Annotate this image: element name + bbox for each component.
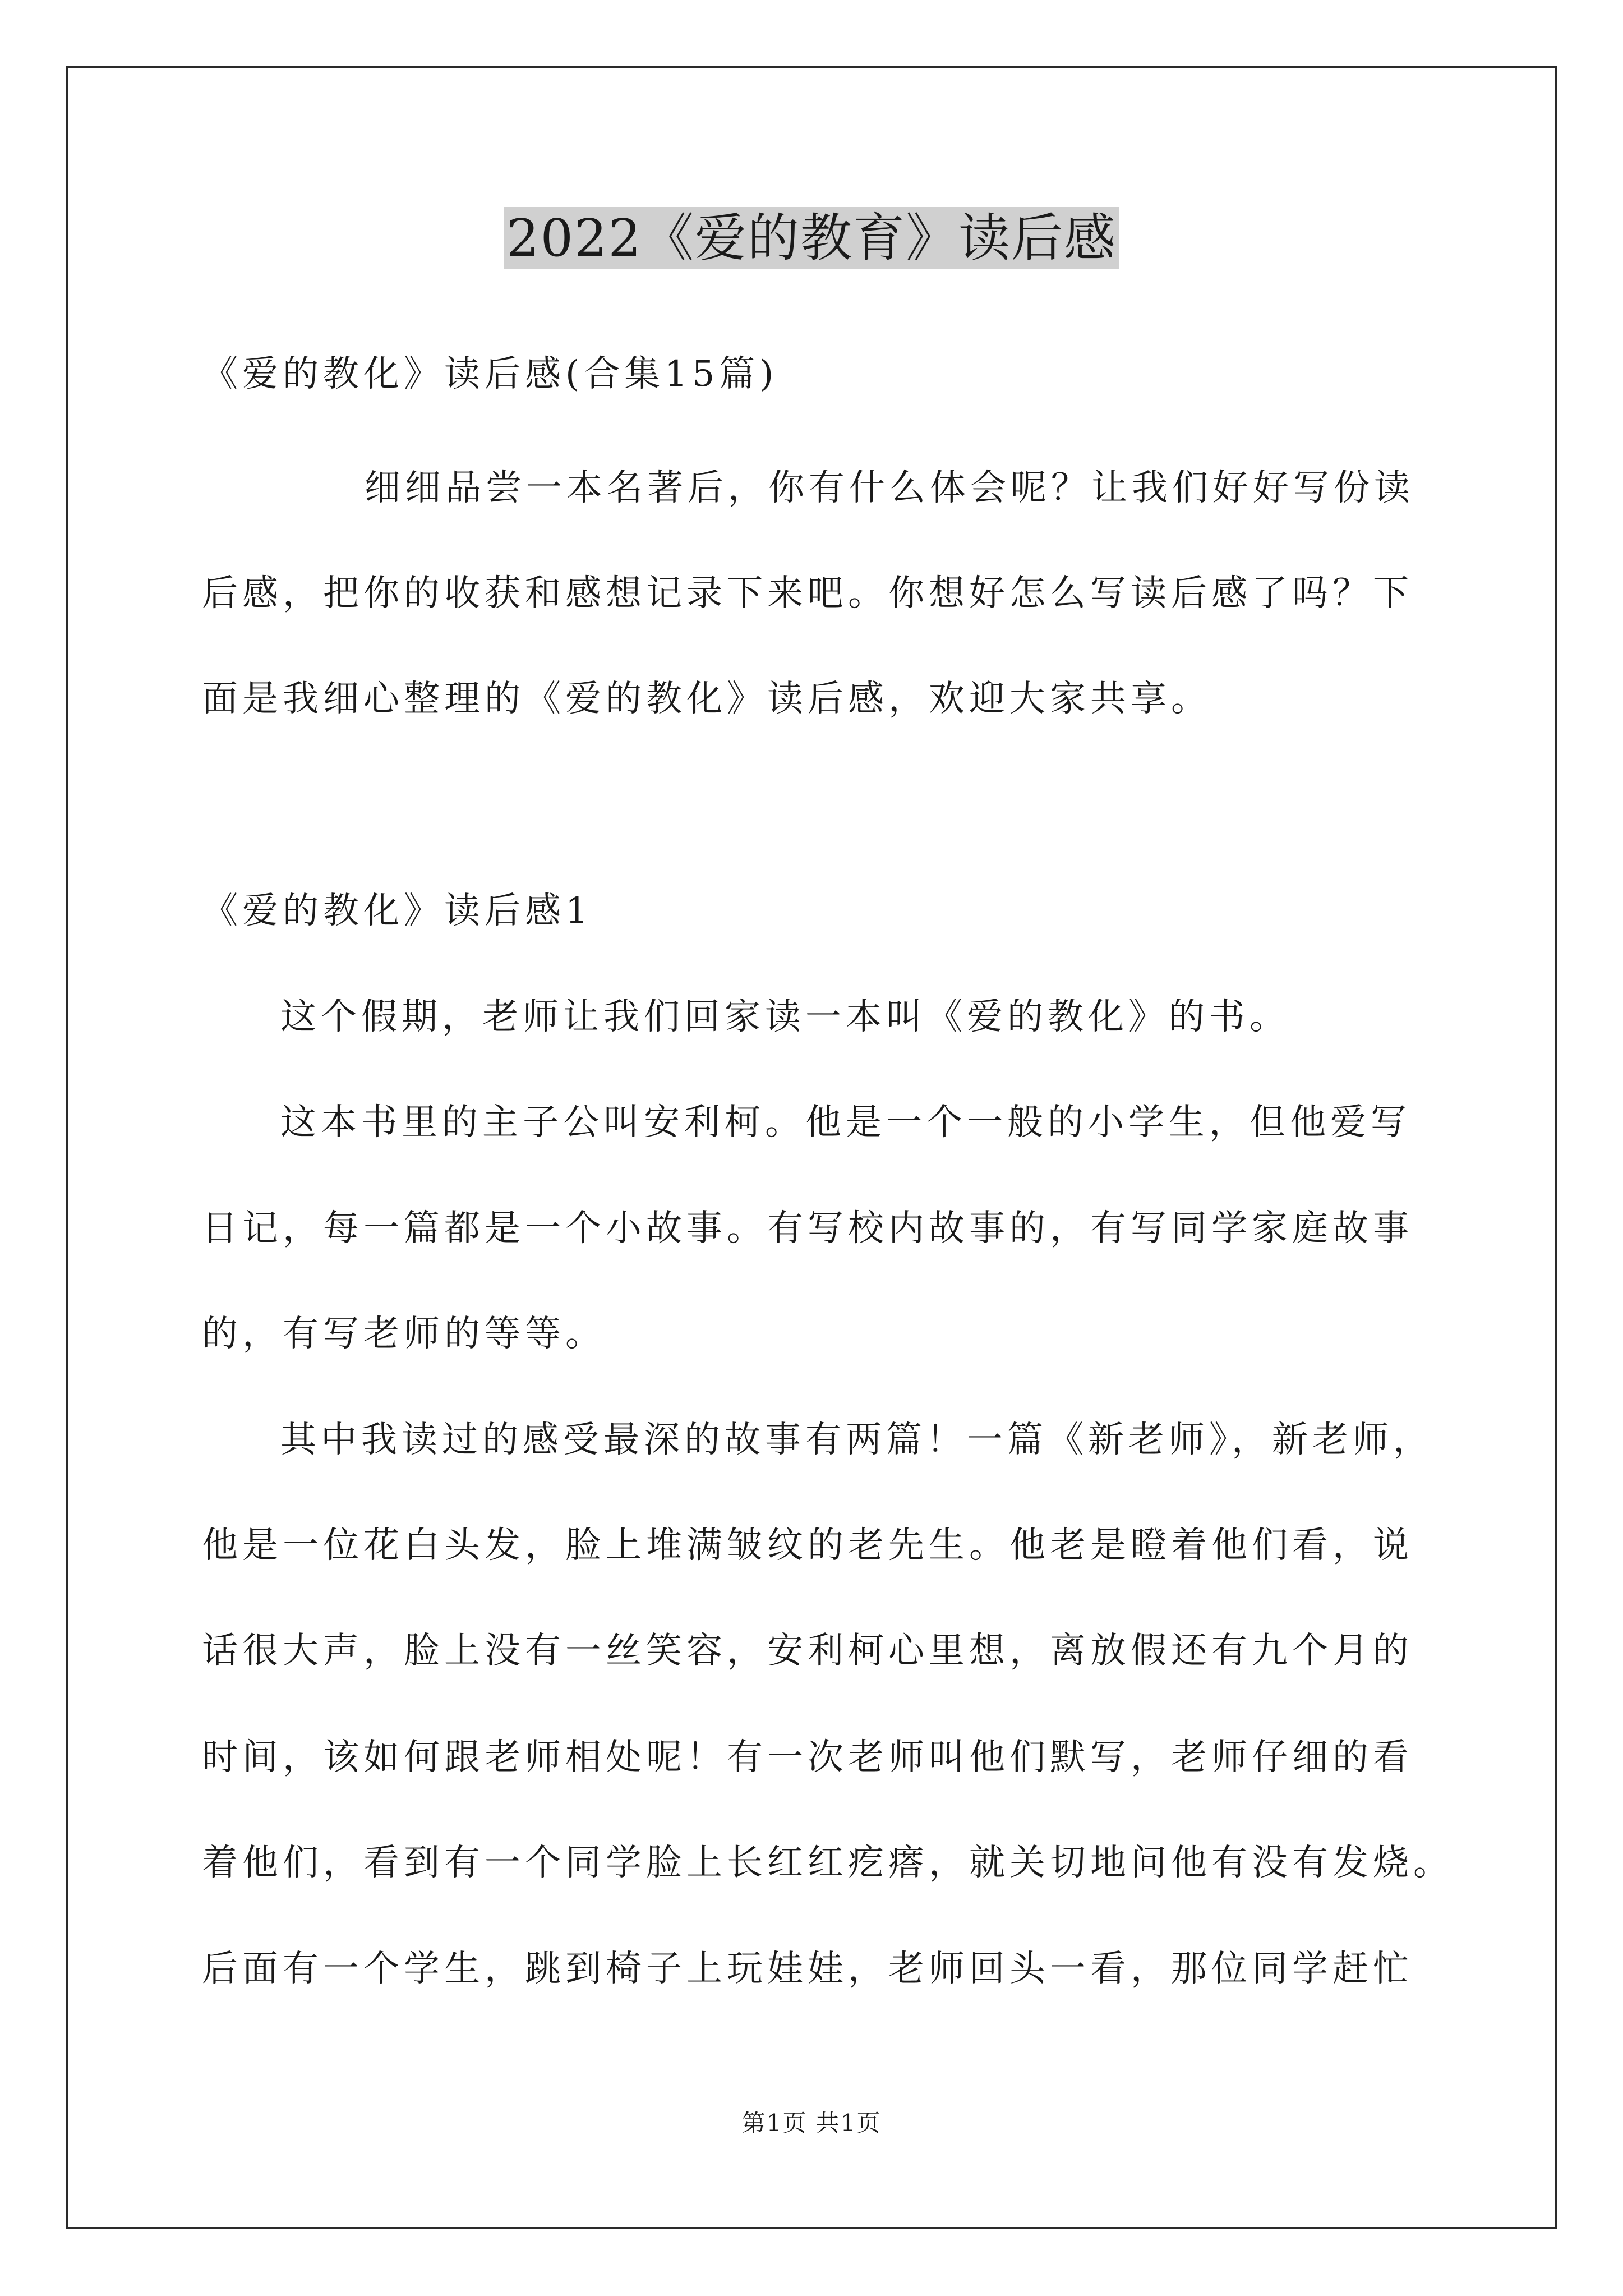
document-title (0, 202, 1623, 275)
intro-line-3: 面是我细心整理的《爱的教化》读后感，欢迎大家共享。 (202, 678, 1211, 720)
body-line-6: 他是一位花白头发，脸上堆满皱纹的老先生。他老是瞪着他们看，说 (202, 1525, 1413, 1566)
intro-line-2: 后感，把你的收获和感想记录下来吧。你想好怎么写读后感了吗？下 (202, 573, 1413, 614)
body-line-7: 话很大声，脸上没有一丝笑容，安利柯心里想，离放假还有九个月的 (202, 1630, 1413, 1672)
body-line-10: 后面有一个学生，跳到椅子上玩娃娃，老师回头一看，那位同学赶忙 (202, 1948, 1413, 1990)
body-line-5: 其中我读过的感受最深的故事有两篇！一篇《新老师》，新老师， (280, 1419, 1433, 1461)
body-line-3: 日记，每一篇都是一个小故事。有写校内故事的，有写同学家庭故事 (202, 1208, 1413, 1249)
intro-line-1: 细细品尝一本名著后，你有什么体会呢？让我们好好写份读 (365, 467, 1414, 509)
section-heading: 《爱的教化》读后感1 (202, 890, 593, 932)
body-line-2: 这本书里的主子公叫安利柯。他是一个一般的小学生，但他爱写 (280, 1102, 1411, 1143)
page-footer: 第1页 共1页 (741, 2109, 882, 2137)
document-title-text: 2022《爱的教育》读后感 (504, 207, 1119, 269)
document-subtitle: 《爱的教化》读后感(合集15篇) (202, 353, 778, 395)
body-line-1: 这个假期，老师让我们回家读一本叫《爱的教化》的书。 (280, 996, 1290, 1038)
body-line-9: 着他们，看到有一个同学脸上长红红疙瘩，就关切地问他有没有发烧。 (202, 1842, 1454, 1884)
body-line-8: 时间，该如何跟老师相处呢！有一次老师叫他们默写，老师仔细的看 (202, 1737, 1413, 1778)
body-line-4: 的，有写老师的等等。 (202, 1313, 606, 1355)
